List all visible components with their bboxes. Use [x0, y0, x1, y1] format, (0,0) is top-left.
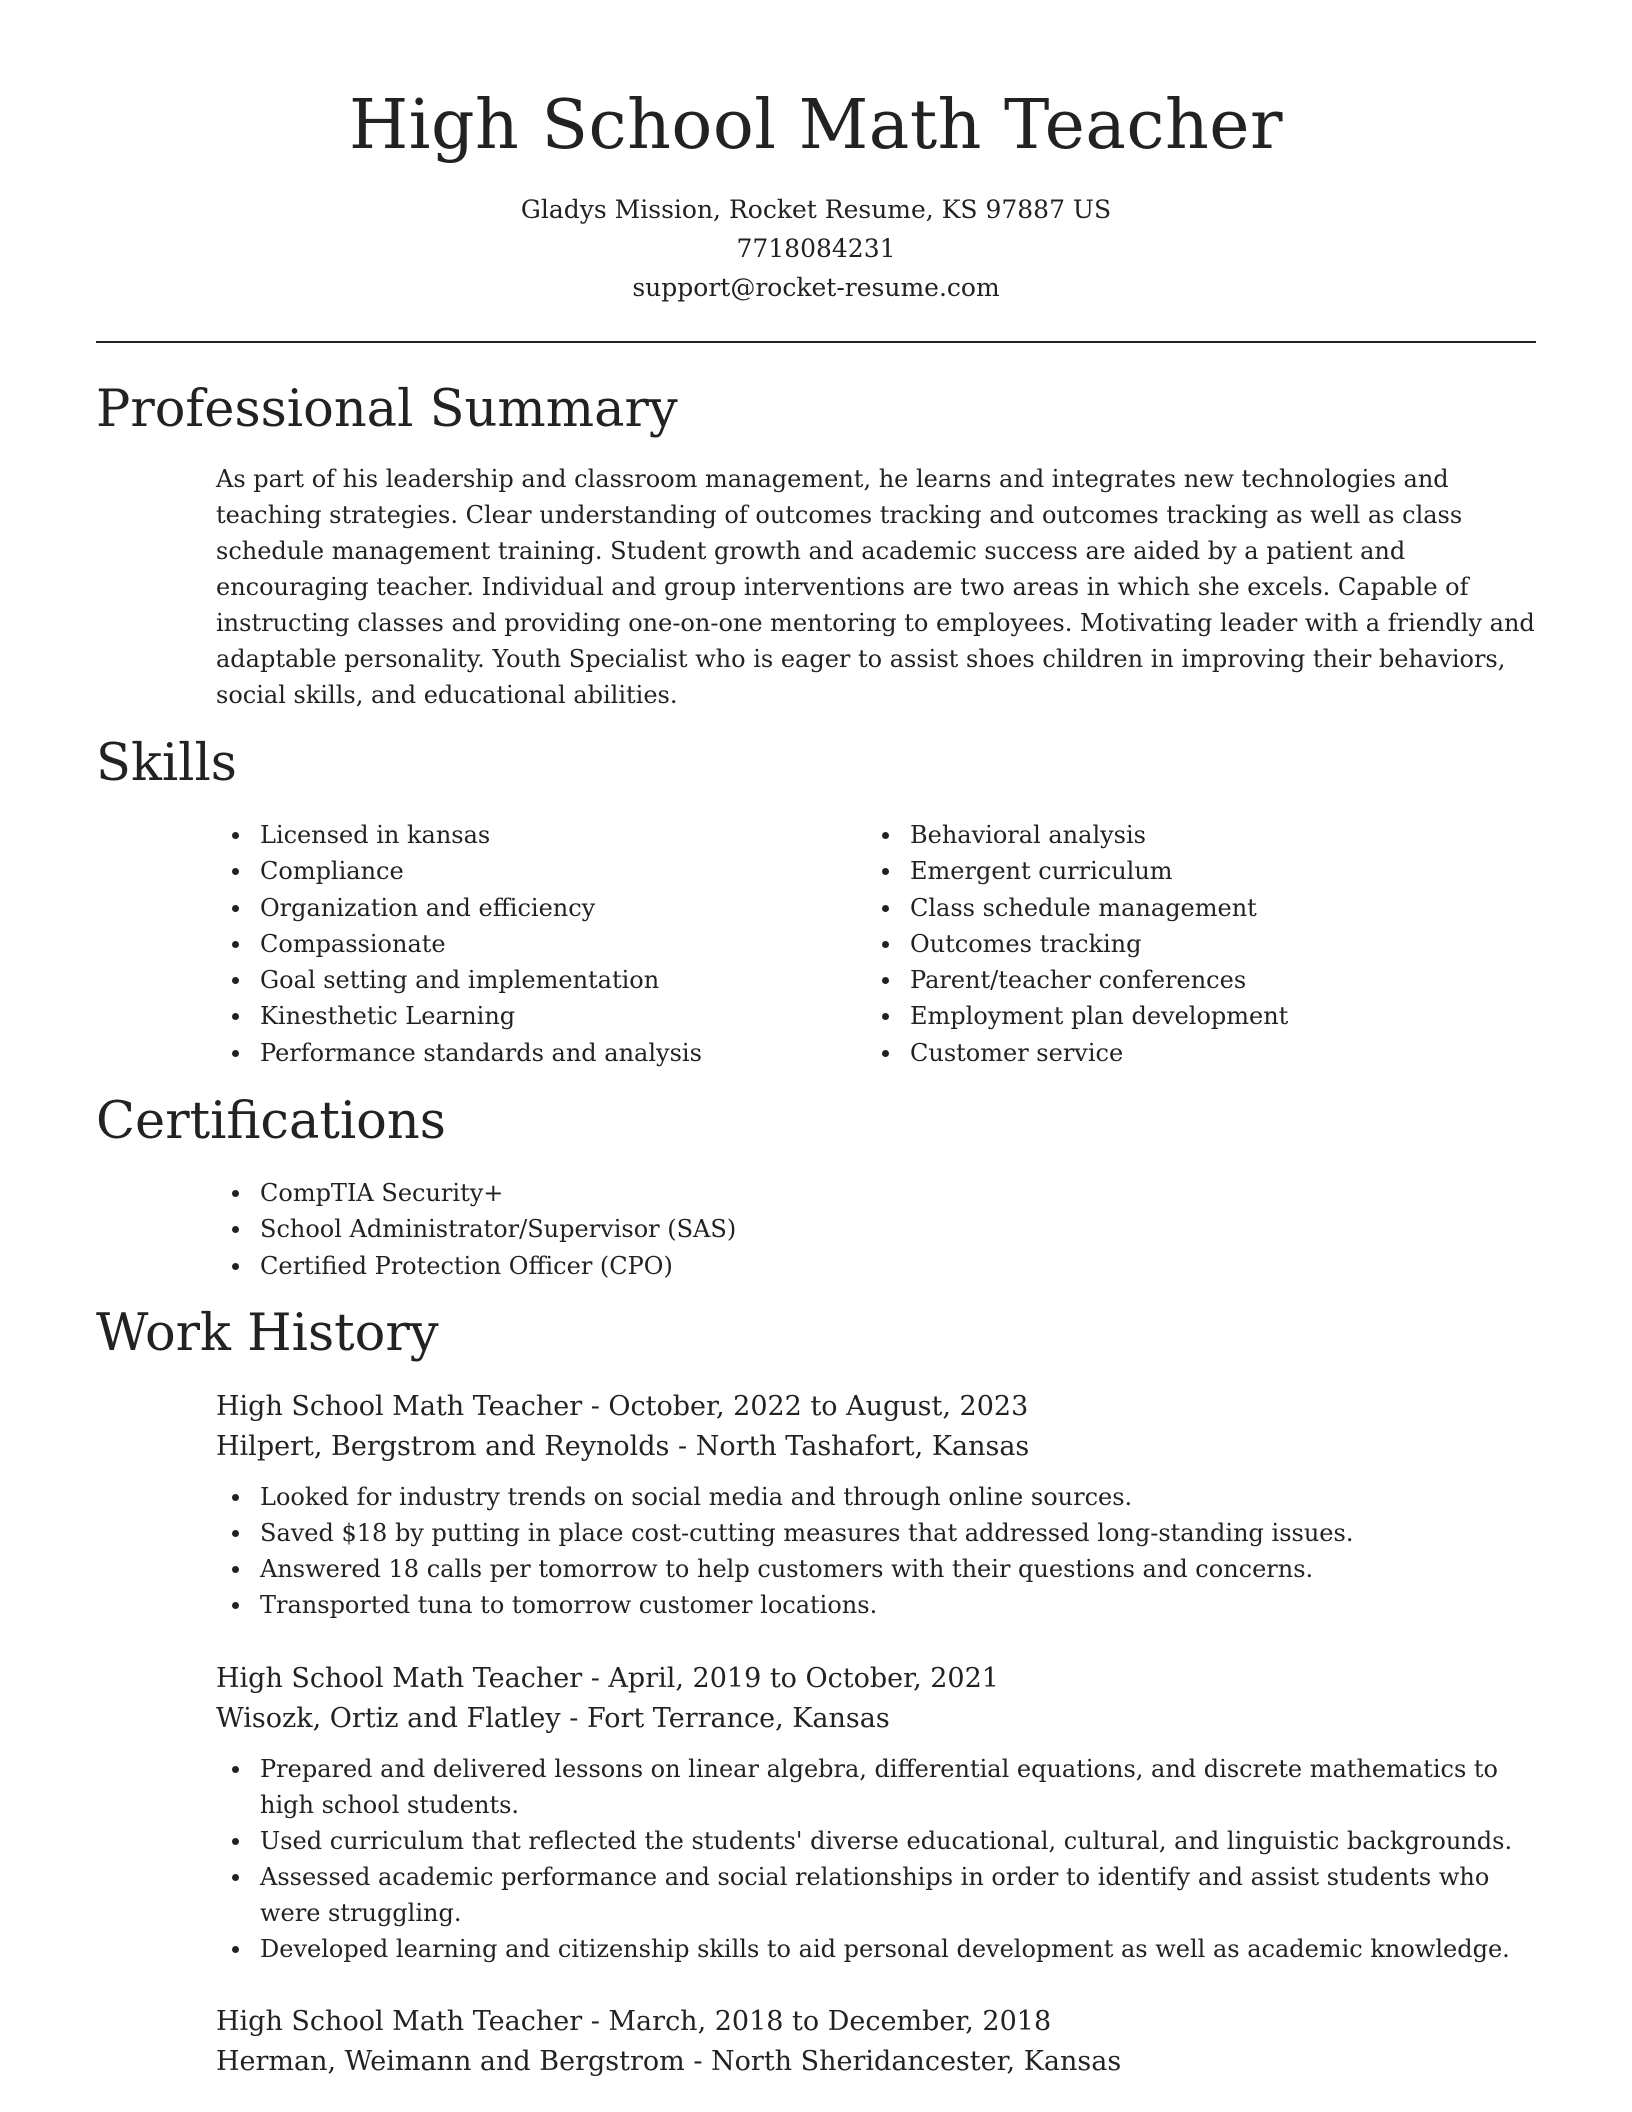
skills-list-left: [216, 817, 856, 1071]
skill-item: Performance standards and analysis: [216, 1035, 856, 1071]
skill-item: Organization and efficiency: [216, 890, 856, 926]
skills-heading: Skills: [96, 734, 237, 793]
job-dates: - March, 2018 to December, 2018: [582, 2006, 1052, 2037]
job-bullet: Assessed academic performance and social relationships in order to identify and assist students who were struggling.: [216, 1859, 1538, 1931]
job-company: Herman, Weimann and Bergstrom: [216, 2046, 685, 2077]
skill-item: Employment plan development: [866, 998, 1506, 1034]
job-company: Wisozk, Ortiz and Flatley: [216, 1703, 561, 1734]
resume-name: High School Math Teacher: [348, 86, 1284, 165]
job-entry: [216, 2002, 1538, 2082]
skill-item: Parent/teacher conferences: [866, 962, 1506, 998]
job-bullet: Answered 18 calls per tomorrow to help customers with their questions and concerns.: [216, 1551, 1538, 1587]
job-title-line: [216, 1659, 1538, 1699]
job-title-line: [216, 2002, 1538, 2042]
skill-item: Emergent curriculum: [866, 853, 1506, 889]
skill-item: Behavioral analysis: [866, 817, 1506, 853]
skill-item: Outcomes tracking: [866, 926, 1506, 962]
skill-item: Kinesthetic Learning: [216, 998, 856, 1034]
certification-item: CompTIA Security+: [216, 1175, 1516, 1211]
skill-item: Goal setting and implementation: [216, 962, 856, 998]
job-location: - North Sheridancester, Kansas: [684, 2046, 1122, 2077]
header-divider: [96, 341, 1536, 343]
skill-item: Compliance: [216, 853, 856, 889]
job-dates: - October, 2022 to August, 2023: [582, 1391, 1029, 1422]
job-bullet: Developed learning and citizenship skills to aid personal development as well as academic knowledge.: [216, 1931, 1538, 1967]
job-company-line: [216, 1427, 1538, 1467]
job-title: High School Math Teacher: [216, 2006, 583, 2037]
job-location: - North Tashafort, Kansas: [669, 1431, 1030, 1462]
summary-text: As part of his leadership and classroom management, he learns and integrates new technologies and teaching strategies. Clear understanding of outcomes tracking and outcomes tracking as well as class schedule management training. Student growth and academic success are aided by a patient and encouraging teacher. Individual and group interventions are two areas in which she excels. Capable of instructing classes and providing one-on-one mentoring to employees. Motivating leader with a friendly and adaptable personality. Youth Specialist who is eager to assist shoes children in improving their behaviors, social skills, and educational abilities.: [216, 465, 1535, 709]
job-entry: [216, 1659, 1538, 1967]
skill-item: Compassionate: [216, 926, 856, 962]
job-company: Hilpert, Bergstrom and Reynolds: [216, 1431, 670, 1462]
job-bullet: Used curriculum that reflected the students' diverse educational, cultural, and linguistic backgrounds.: [216, 1823, 1538, 1859]
certification-item: School Administrator/Supervisor (SAS): [216, 1211, 1516, 1247]
skill-item: Class schedule management: [866, 890, 1506, 926]
job-title: High School Math Teacher: [216, 1663, 583, 1694]
job-entry: [216, 1387, 1538, 1623]
work-history-heading: Work History: [96, 1304, 439, 1363]
skill-item: Customer service: [866, 1035, 1506, 1071]
contact-address: Gladys Mission, Rocket Resume, KS 97887 US: [520, 195, 1112, 224]
job-bullet-list: [216, 1751, 1538, 1967]
job-bullet: Saved $18 by putting in place cost-cutting measures that addressed long-standing issues.: [216, 1515, 1538, 1551]
job-dates: - April, 2019 to October, 2021: [582, 1663, 999, 1694]
job-bullet: Looked for industry trends on social media and through online sources.: [216, 1479, 1538, 1515]
certifications-heading: Certifications: [96, 1092, 446, 1151]
job-company-line: [216, 2042, 1538, 2082]
job-title: High School Math Teacher: [216, 1391, 583, 1422]
job-company-line: [216, 1699, 1538, 1739]
job-title-line: [216, 1387, 1538, 1427]
contact-phone: 7718084231: [736, 234, 896, 263]
job-bullet: Prepared and delivered lessons on linear algebra, differential equations, and discrete mathematics to high school students.: [216, 1751, 1538, 1823]
skill-item: Licensed in kansas: [216, 817, 856, 853]
certifications-list: [216, 1175, 1516, 1284]
contact-info: [0, 190, 1632, 307]
job-bullet-list: [216, 1479, 1538, 1623]
certification-item: Certified Protection Officer (CPO): [216, 1248, 1516, 1284]
job-bullet: Transported tuna to tomorrow customer locations.: [216, 1587, 1538, 1623]
job-location: - Fort Terrance, Kansas: [560, 1703, 890, 1734]
summary-heading: Professional Summary: [96, 380, 678, 439]
contact-email: support@rocket-resume.com: [632, 273, 1000, 302]
skills-list-right: [866, 817, 1506, 1071]
